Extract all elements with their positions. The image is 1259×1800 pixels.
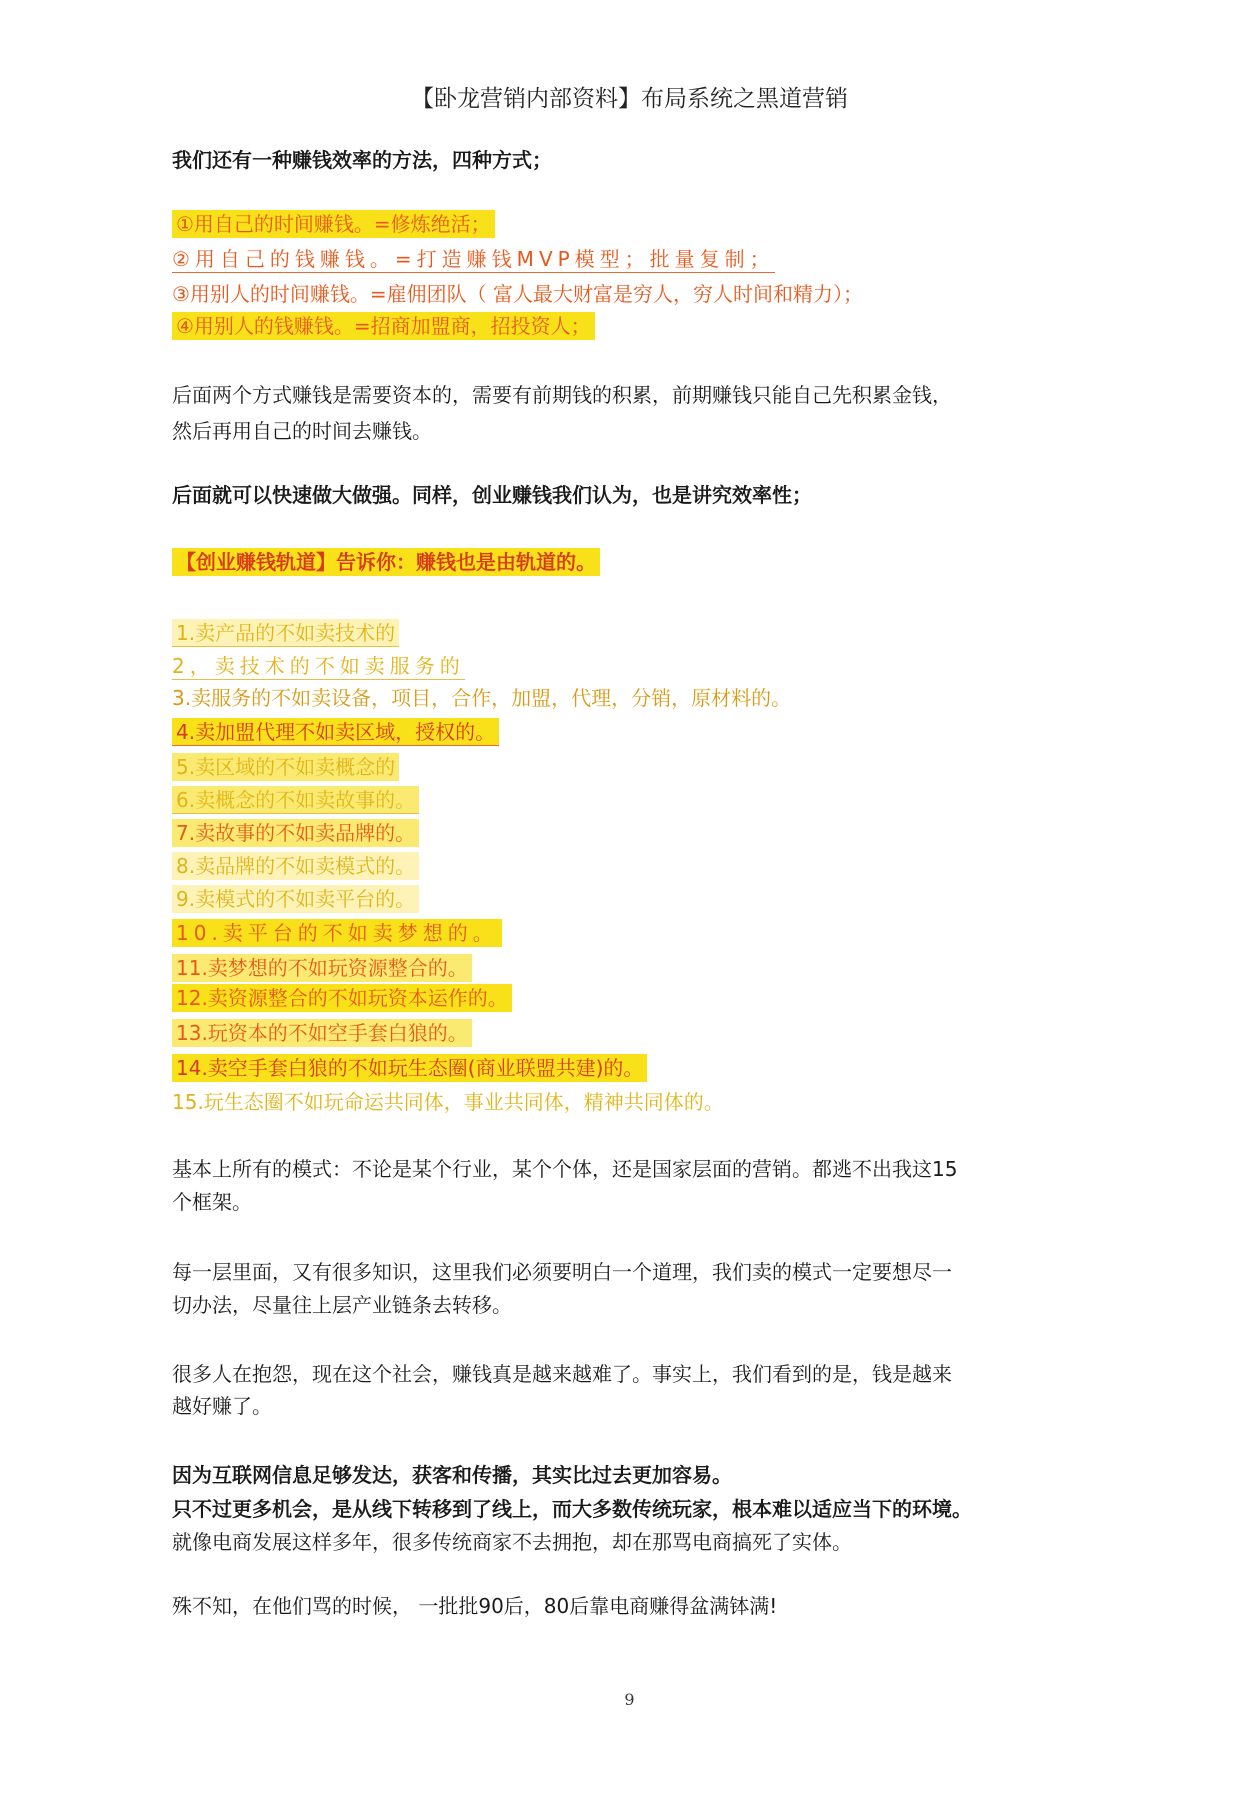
para3-line-1: 基本上所有的模式：不论是某个行业，某个个体，还是国家层面的营销。都逃不出我这15 [172,1157,958,1181]
intro-line: 我们还有一种赚钱效率的方法，四种方式； [172,148,552,172]
track-item-1: 1.卖产品的不如卖技术的 [172,620,399,646]
method-1: ①用自己的时间赚钱。=修炼绝活； [172,211,495,237]
page-number: 9 [624,1690,635,1709]
track-item-2: 2，卖技术的不如卖服务的 [172,654,465,678]
para6-bold-line-1: 因为互联网信息足够发达，获客和传播，其实比过去更加容易。 [172,1463,732,1487]
track-item-15: 15.玩生态圈不如玩命运共同体，事业共同体，精神共同体的。 [172,1090,724,1114]
method-2: ②用自己的钱赚钱。=打造赚钱MVP模型；批量复制； [172,247,775,271]
para7: 殊不知，在他们骂的时候， 一批批90后，80后靠电商赚得盆满钵满! [172,1594,778,1618]
method-4: ④用别人的钱赚钱。=招商加盟商，招投资人； [172,313,595,339]
track-item-10: 10.卖平台的不如卖梦想的。 [172,920,502,946]
para2: 后面就可以快速做大做强。同样，创业赚钱我们认为，也是讲究效率性； [172,483,812,507]
track-item-5: 5.卖区域的不如卖概念的 [172,754,399,780]
para3-line-2: 个框架。 [172,1190,252,1214]
track-item-6: 6.卖概念的不如卖故事的。 [172,787,419,813]
method-3: ③用别人的时间赚钱。=雇佣团队（ 富人最大财富是穷人，穷人时间和精力）； [172,282,864,306]
track-item-12: 12.卖资源整合的不如玩资本运作的。 [172,985,512,1011]
track-item-13: 13.玩资本的不如空手套白狼的。 [172,1020,472,1046]
track-item-14: 14.卖空手套白狼的不如玩生态圈(商业联盟共建)的。 [172,1055,647,1081]
para1-line-2: 然后再用自己的时间去赚钱。 [172,419,432,443]
page-header: 【卧龙营销内部资料】布局系统之黑道营销 [411,86,848,112]
track-item-7: 7.卖故事的不如卖品牌的。 [172,820,419,846]
track-item-9: 9.卖模式的不如卖平台的。 [172,886,419,912]
para1-line-1: 后面两个方式赚钱是需要资本的，需要有前期钱的积累，前期赚钱只能自己先积累金钱， [172,383,952,407]
track-item-3: 3.卖服务的不如卖设备，项目，合作，加盟，代理，分销，原材料的。 [172,686,792,710]
para6-normal-line: 就像电商发展这样多年，很多传统商家不去拥抱，却在那骂电商搞死了实体。 [172,1530,852,1554]
track-item-4: 4.卖加盟代理不如卖区域，授权的。 [172,719,499,745]
para5-line-2: 越好赚了。 [172,1394,272,1418]
para6-bold-line-2: 只不过更多机会，是从线下转移到了线上，而大多数传统玩家，根本难以适应当下的环境。 [172,1497,972,1521]
para5-line-1: 很多人在抱怨，现在这个社会，赚钱真是越来越难了。事实上，我们看到的是，钱是越来 [172,1362,952,1386]
track-item-11: 11.卖梦想的不如玩资源整合的。 [172,955,472,981]
para4-line-1: 每一层里面，又有很多知识，这里我们必须要明白一个道理，我们卖的模式一定要想尽一 [172,1260,952,1284]
track-item-8: 8.卖品牌的不如卖模式的。 [172,853,419,879]
track-title: 【创业赚钱轨道】告诉你：赚钱也是由轨道的。 [172,549,600,575]
para4-line-2: 切办法，尽量往上层产业链条去转移。 [172,1293,512,1317]
